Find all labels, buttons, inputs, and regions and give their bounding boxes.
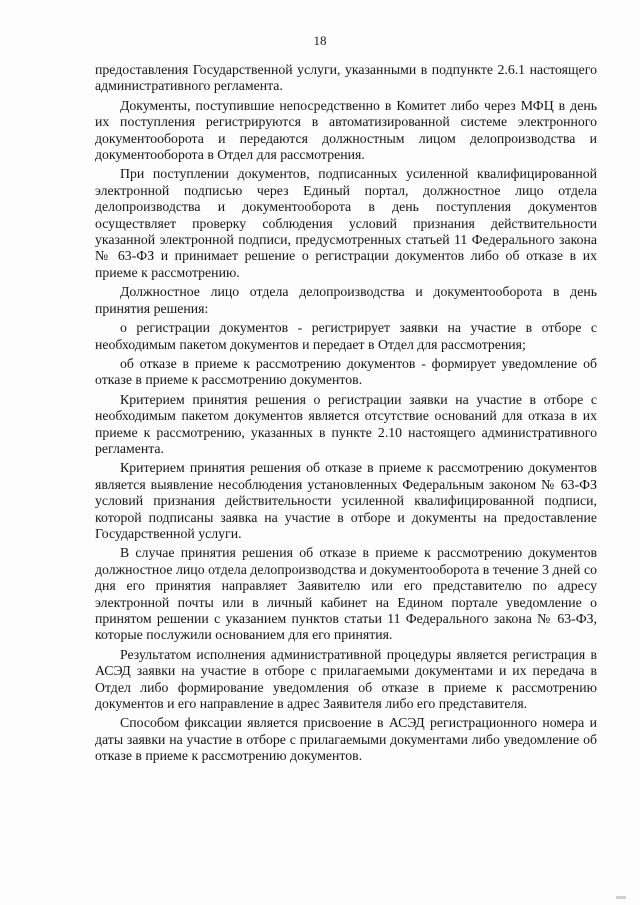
scan-mark — [616, 896, 626, 899]
paragraph: Критерием принятия решения о регистрации заявки на участие в отборе с необходимым пакетом документов является отсутствие оснований для отказа в их приеме к рассмотрению, указанных в пункте 2.10 настоящего административного регламента. — [95, 391, 597, 456]
document-body — [95, 62, 597, 768]
page-number: 18 — [313, 33, 327, 48]
paragraph: Результатом исполнения административной процедуры является регистрация в АСЭД заявки на участие в отборе с прилагаемыми документами и их передача в Отдел либо формирование уведомления об отказе в приеме к рассмотрению документов и его направление в адрес Заявителя либо его представителя. — [95, 646, 597, 712]
paragraph: Критерием принятия решения об отказе в приеме к рассмотрению документов является выявление несоблюдения установленных Федеральным законом № 63-ФЗ условий признания действительности усиленной квалифицированной подписи, которой подписаны заявка на участие в отборе и документы на предоставление Государственной услуги. — [95, 460, 597, 541]
paragraph: предоставления Государственной услуги, указанными в подпункте 2.6.1 настоящего административного регламента. — [95, 62, 597, 94]
paragraph: В случае принятия решения об отказе в приеме к рассмотрению документов должностное лицо отдела делопроизводства и документооборота в течение 3 дней со дня его принятия направляет Заявителю или его представителю по адресу электронной почты или в личный кабинет на Едином портале уведомление о принятом решении с указанием пунктов статьи 11 Федерального закона № 63-ФЗ, которые послужили основанием для его принятия. — [95, 545, 597, 643]
paragraph: При поступлении документов, подписанных усиленной квалифицированной электронной подписью через Единый портал, должностное лицо отдела делопроизводства и документооборота в день поступления документов осуществляет проверку соблюдения условий признания действительности указанной электронной подписи, предусмотренных статьей 11 Федерального закона № 63-ФЗ и принимает решение о регистрации документов либо об отказе в их приеме к рассмотрению. — [95, 166, 597, 280]
paragraph: Документы, поступившие непосредственно в Комитет либо через МФЦ в день их поступления регистрируются в автоматизированной системе электронного документооборота и передаются должностным лицом делопроизводства и документооборота в Отдел для рассмотрения. — [95, 97, 597, 163]
list-item: об отказе в приеме к рассмотрению документов - формирует уведомление об отказе в приеме к рассмотрению документов. — [95, 355, 597, 388]
list-item: о регистрации документов - регистрирует заявки на участие в отборе с необходимым пакетом документов и передает в Отдел для рассмотрения; — [95, 320, 597, 352]
paragraph: Способом фиксации является присвоение в АСЭД регистрационного номера и даты заявки на участие в отборе с прилагаемыми документами либо уведомление об отказе в приеме к рассмотрению документов. — [95, 715, 597, 764]
paragraph: Должностное лицо отдела делопроизводства и документооборота в день принятия решения: — [95, 284, 597, 316]
